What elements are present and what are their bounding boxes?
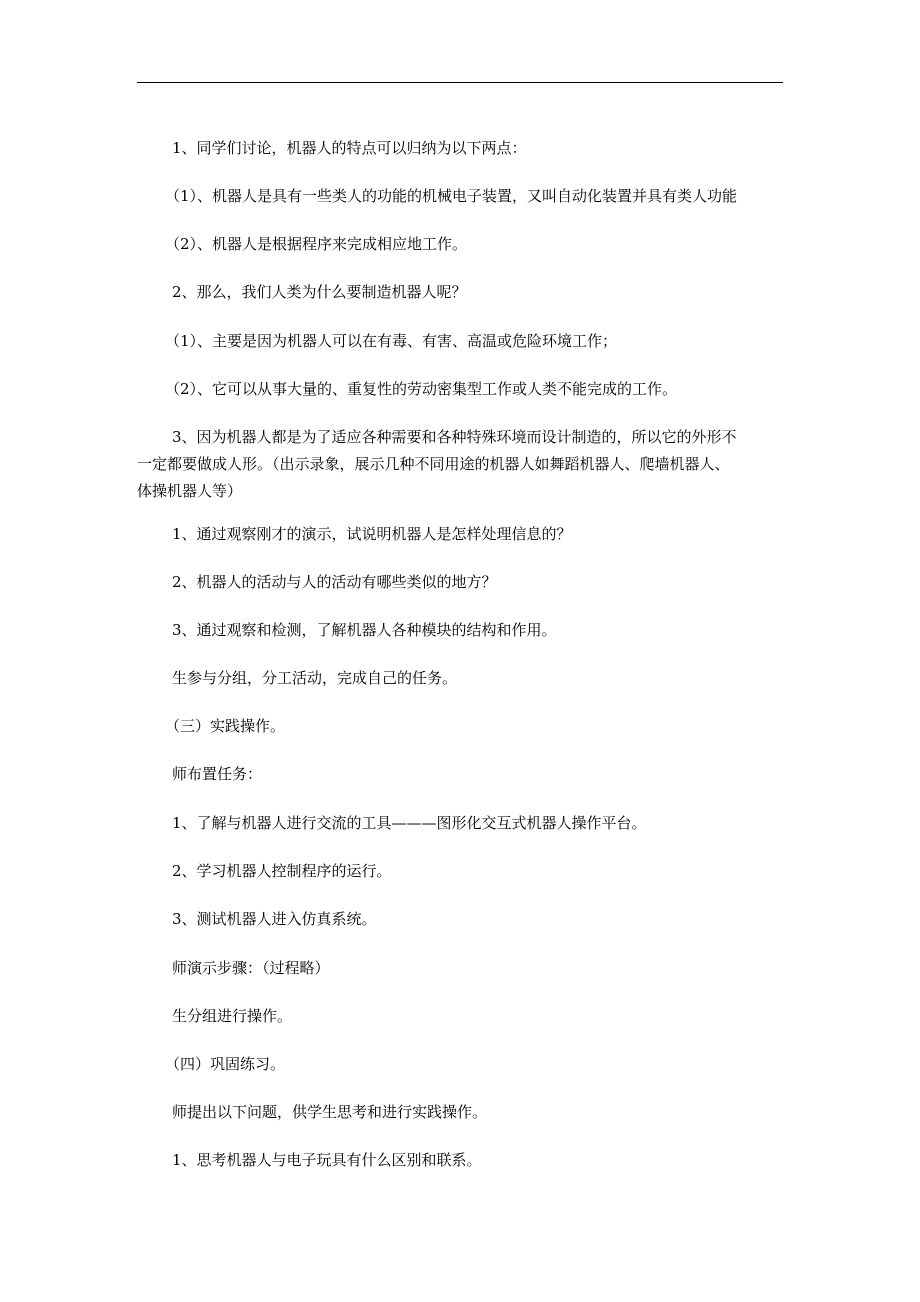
text-line: （1）、主要是因为机器人可以在有毒、有害、高温或危险环境工作； <box>165 332 618 350</box>
text-line: 生参与分组，分工活动，完成自己的任务。 <box>172 669 458 687</box>
text-line: 生分组进行操作。 <box>172 1007 293 1025</box>
text-line: 2、学习机器人控制程序的运行。 <box>172 862 392 880</box>
text-line: （1）、机器人是具有一些类人的功能的机械电子装置，又叫自动化装置并具有类人功能 <box>165 187 738 205</box>
text-line: 师提出以下问题，供学生思考和进行实践操作。 <box>172 1103 488 1121</box>
text-line: 3、通过观察和检测，了解机器人各种模块的结构和作用。 <box>172 621 557 639</box>
text-line: 师布置任务： <box>172 765 263 783</box>
text-line: 1、通过观察刚才的演示，试说明机器人是怎样处理信息的？ <box>172 525 572 543</box>
header-rule <box>137 82 783 83</box>
text-line: 1、了解与机器人进行交流的工具———图形化交互式机器人操作平台。 <box>172 814 647 832</box>
text-line: 一定都要做成人形。（出示录象，展示几种不同用途的机器人如舞蹈机器人、爬墙机器人、 <box>137 455 730 473</box>
text-line: （2）、机器人是根据程序来完成相应地工作。 <box>165 235 468 253</box>
text-line: （2）、它可以从事大量的、重复性的劳动密集型工作或人类不能完成的工作。 <box>165 380 678 398</box>
text-line: 体操机器人等） <box>137 482 243 500</box>
text-line: 师演示步骤：（过程略） <box>172 959 330 977</box>
text-line: 2、那么，我们人类为什么要制造机器人呢？ <box>172 283 467 301</box>
text-line: 2、机器人的活动与人的活动有哪些类似的地方？ <box>172 573 497 591</box>
text-line: 1、思考机器人与电子玩具有什么区别和联系。 <box>172 1151 482 1169</box>
text-line: （四）巩固练习。 <box>165 1055 286 1073</box>
text-line: （三）实践操作。 <box>165 717 286 735</box>
text-line: 3、因为机器人都是为了适应各种需要和各种特殊环境而设计制造的，所以它的外形不 <box>172 428 737 446</box>
text-line: 3、测试机器人进入仿真系统。 <box>172 910 377 928</box>
text-line: 1、同学们讨论，机器人的特点可以归纳为以下两点： <box>172 139 527 157</box>
